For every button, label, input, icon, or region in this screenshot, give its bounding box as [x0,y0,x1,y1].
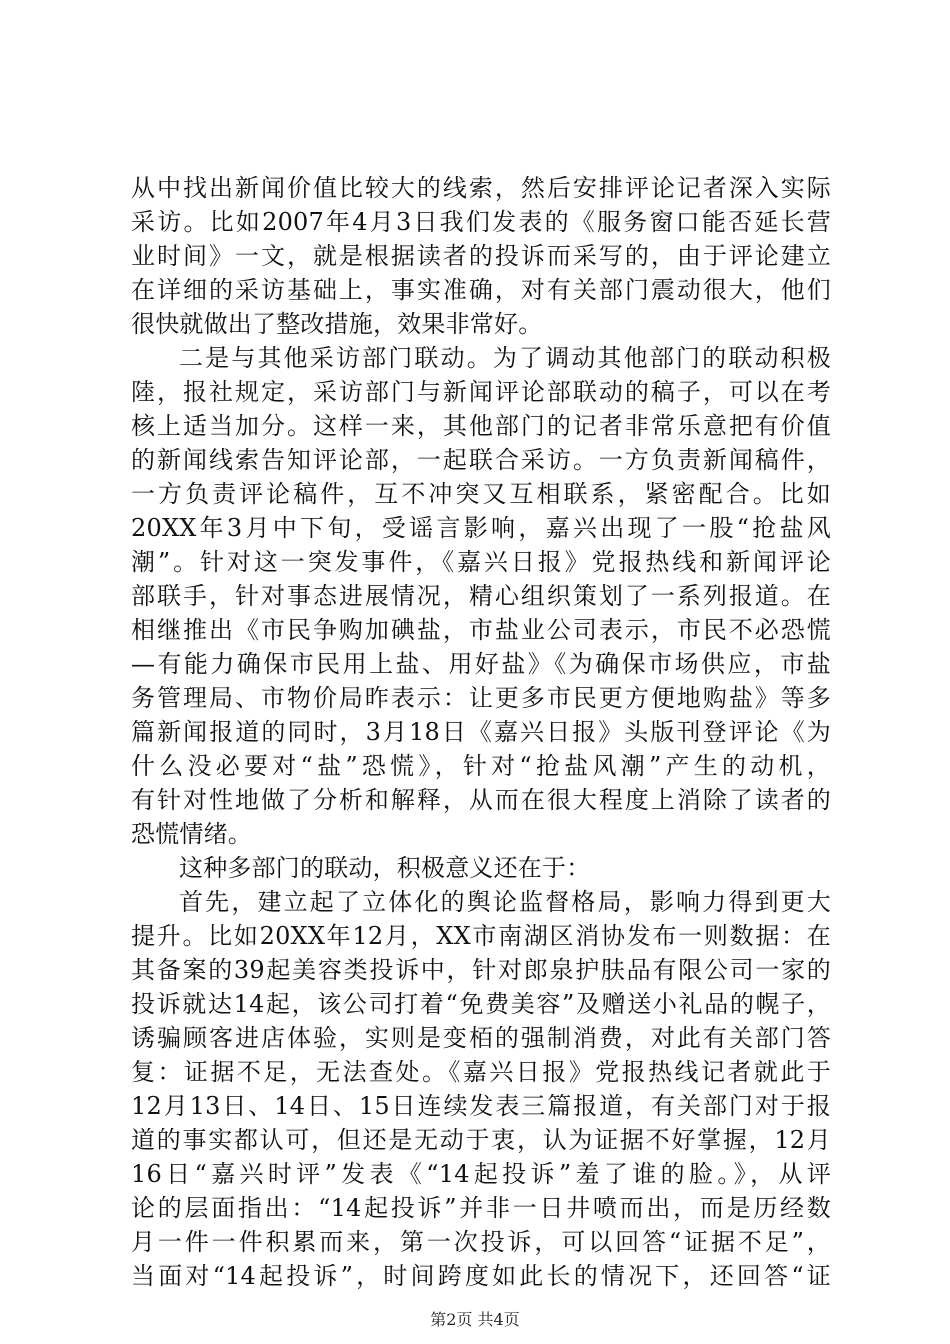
text-line: 什么没必要对“盐”恐慌》，针对“抢盐风潮”产生的动机， [131,752,831,780]
document-body [131,171,831,1293]
text-line: 有针对性地做了分析和解释，从而在很大程度上消除了读者的 [131,786,831,814]
text-line: 诱骗顾客进店体验，实则是变栢的强制消费，对此有关部门答 [131,1024,831,1052]
text-line: 20XX年3月中下旬，受谣言影响，嘉兴出现了一股“抢盐风 [131,514,831,542]
text-line: 恐慌情绪。 [131,820,252,848]
text-line: 业时间》一文，就是根据读者的投诉而采写的，由于评论建立 [131,242,831,270]
text-line: 的新闻线索告知评论部，一起联合采访。一方负责新闻稿件， [131,446,831,474]
text-line: 陸，报社规定，采访部门与新闻评论部联动的稿子，可以在考 [131,378,831,406]
text-line: 核上适当加分。这样一来，其他部门的记者非常乐意把有价值 [131,412,831,440]
text-line: 12月13日、14日、15日连续发表三篇报道，有关部门对于报 [131,1092,831,1120]
text-line: 潮”。针对这一突发事件，《嘉兴日报》党报热线和新闻评论 [131,548,831,576]
text-line: 很快就做出了整改措施，效果非常好。 [131,310,543,338]
text-line: 在详细的采访基础上，事实准确，对有关部门震动很大，他们 [131,276,831,304]
text-line: 一方负责评论稿件，互不冲突又互相联系，紧密配合。比如 [131,480,831,508]
text-line: 提升。比如20XX年12月，XX市南湖区消协发布一则数据：在 [131,922,831,950]
text-line: 其备案的39起美容类投诉中，针对郎泉护肤品有限公司一家的 [131,956,831,984]
text-line: 采访。比如2007年4月3日我们发表的《服务窗口能否延长营 [131,208,831,236]
text-line: 首先，建立起了立体化的舆论监督格局，影响力得到更大 [179,888,831,916]
text-line: 道的事实都认可，但还是无动于衷，认为证据不好掌握，12月 [131,1126,831,1154]
page-footer [0,1310,950,1330]
text-line: 投诉就达14起，该公司打着“免费美容”及赠送小礼品的幌子， [131,990,831,1018]
text-line: 务管理局、市物价局昨表示：让更多市民更方便地购盐》等多 [131,684,831,712]
page-number-label: 第2页 共4页 [430,1310,520,1329]
text-line: 16日“嘉兴时评”发表《“14起投诉”羞了谁的脸。》，从评 [131,1160,831,1188]
text-line: 从中找出新闻价值比较大的线索，然后安排评论记者深入实际 [131,174,831,202]
text-line: 月一件一件积累而来，第一次投诉，可以回答“证据不足”， [131,1228,831,1256]
text-line: 论的层面指出：“14起投诉”并非一日井喷而出，而是历经数 [131,1194,831,1222]
text-line: 部联手，针对事态进展情况，精心组织策划了一系列报道。在 [131,582,831,610]
text-line: 二是与其他采访部门联动。为了调动其他部门的联动积极 [179,344,831,372]
text-line: 这种多部门的联动，积极意义还在于： [179,854,591,882]
text-line: 当面对“14起投诉”，时间跨度如此长的情况下，还回答“证 [131,1262,831,1290]
text-line: —有能力确保市民用上盐、用好盐》《为确保市场供应，市盐 [131,650,831,678]
text-line: 篇新闻报道的同时，3月18日《嘉兴日报》头版刊登评论《为 [131,718,831,746]
text-line: 相继推出《市民争购加碘盐，市盐业公司表示，市民不必恐慌 [131,616,831,644]
text-line: 复：证据不足，无法查处。《嘉兴日报》党报热线记者就此于 [131,1058,831,1086]
